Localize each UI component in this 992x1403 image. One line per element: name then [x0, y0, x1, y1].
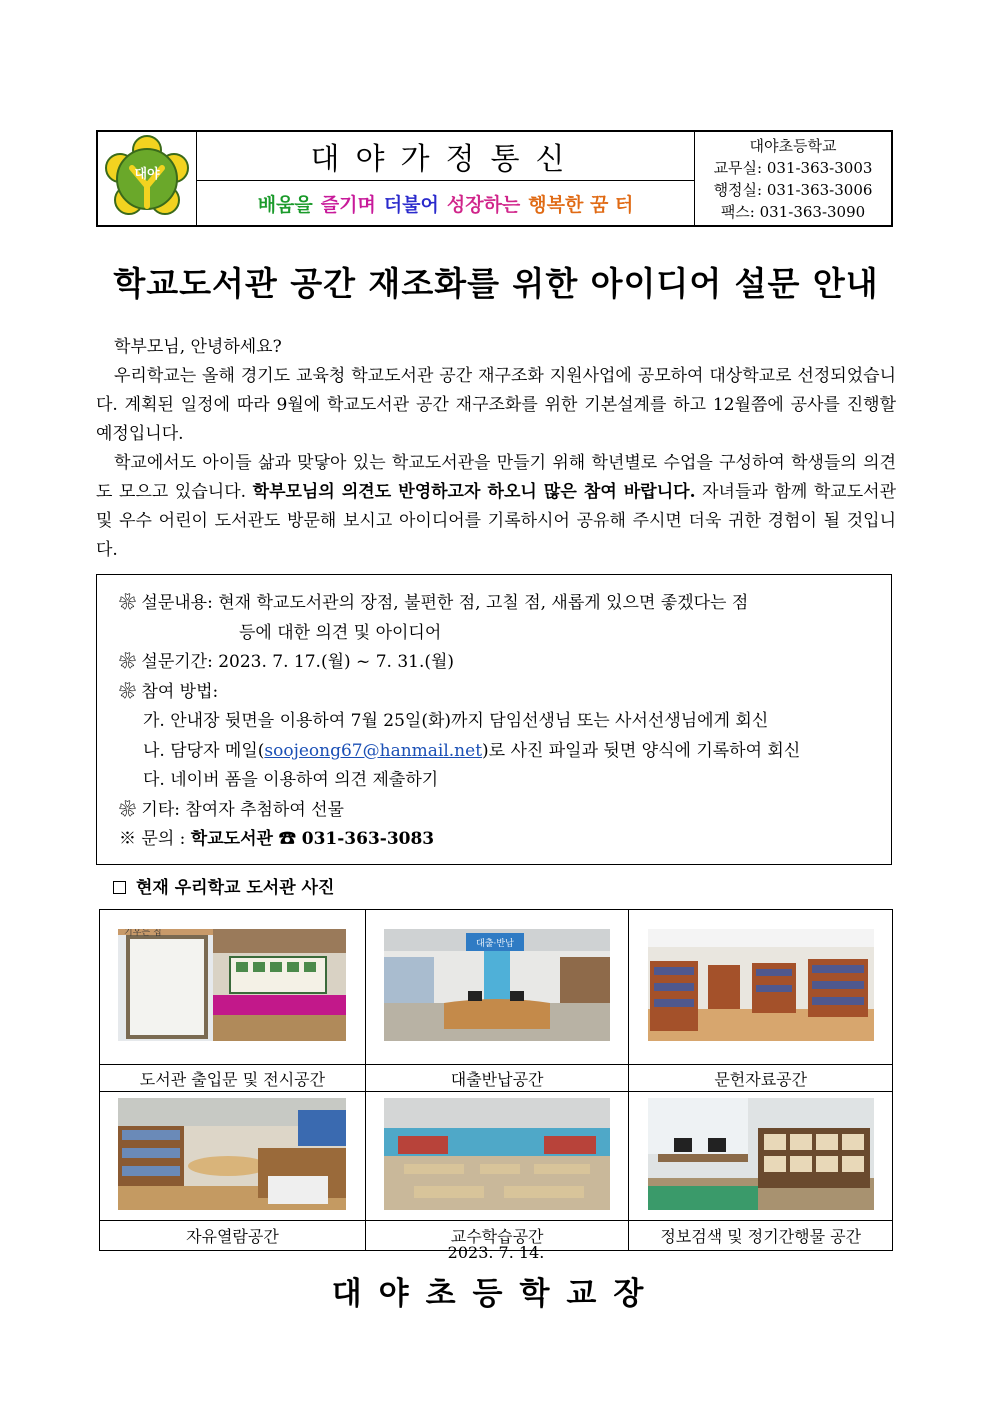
photo-sign: 기우는 집 [124, 929, 163, 938]
method-c: 다. 네이버 폼을 이용하여 의견 제출하기 [143, 770, 439, 790]
photo-cell [365, 1092, 629, 1221]
email-link[interactable]: soojeong67@hanmail.net [264, 740, 483, 761]
logo-text: 대야 [134, 166, 160, 182]
library-entrance-photo [118, 929, 346, 1041]
reading-space-photo [118, 1098, 346, 1210]
photo-sign: 대출·반납 [476, 939, 514, 949]
survey-content: ❀ 설문내용: 현재 학교도서관의 장점, 불편한 점, 고칠 점, 새롭게 있으면 좋겠다는 점 [119, 593, 749, 613]
survey-etc: ❀ 기타: 참여자 추첨하여 선물 [119, 799, 344, 820]
contact-line [119, 825, 869, 855]
teaching-space-photo [384, 1098, 610, 1210]
photo-section-heading [113, 873, 334, 898]
method-label: ❀ 참여 방법: [119, 681, 219, 702]
photo-caption: 문헌자료공간 [629, 1065, 893, 1092]
method-b [119, 737, 869, 767]
photo-cell [365, 910, 629, 1065]
survey-period: ❀ 설문기간: 2023. 7. 17.(월) ~ 7. 31.(월) [119, 652, 455, 672]
photo-heading-text: 현재 우리학교 도서관 사진 [136, 878, 335, 898]
paragraph-2 [96, 449, 896, 565]
school-emblem-icon [102, 134, 192, 224]
photo-cell [629, 1092, 893, 1221]
fax-number: 팩스: 031-363-3090 [720, 202, 866, 221]
slogan-word: 배움을 [257, 193, 313, 216]
school-logo [98, 132, 197, 225]
contact-label: ※ 문의 : [119, 829, 191, 849]
slogan-word: 행복한 꿈 터 [528, 193, 634, 216]
slogan-word: 즐기며 [320, 193, 376, 216]
checkbox-icon [113, 881, 126, 894]
info-search-periodicals-photo [648, 1098, 874, 1210]
photo-caption: 도서관 출입문 및 전시공간 [100, 1065, 366, 1092]
newsletter-title: 대야가정통신 [197, 132, 694, 181]
greeting: 학부모님, 안녕하세요? [114, 337, 282, 357]
method-a: 가. 안내장 뒷면을 이용하여 7월 25일(화)까지 담임선생님 또는 사서선생님에게 회신 [143, 711, 769, 731]
photo-caption: 교수학습공간 [365, 1221, 629, 1251]
photo-caption: 대출반납공간 [365, 1065, 629, 1092]
school-name: 대야초등학교 [749, 136, 837, 155]
photo-table [99, 909, 893, 1251]
school-contact [695, 132, 891, 225]
collection-space-photo [648, 929, 874, 1041]
method-b-pre: 나. 담당자 메일( [143, 740, 265, 761]
survey-info-box [96, 574, 892, 865]
contact-phone: 학교도서관 ☎ 031-363-3083 [190, 829, 435, 849]
circulation-desk-photo [384, 929, 610, 1041]
photo-cell [100, 1092, 366, 1221]
photo-cell [629, 910, 893, 1065]
page-title: 학교도서관 공간 재조화를 위한 아이디어 설문 안내 [113, 264, 879, 303]
admin-phone: 행정실: 031-363-3006 [713, 180, 873, 199]
paragraph-2-text-cont: 자녀들과 함께 학교도서관 및 우수 어린이 도서관도 방문해 보시고 아이디어를 기록하시어 공유해 주시면 더욱 귀한 경험이 될 것입니다. [96, 482, 896, 560]
school-slogan [197, 181, 694, 225]
paragraph-2-text: 학교에서도 아이들 삶과 맞닿아 있는 학교도서관을 만들기 위해 학년별로 수업을 구성하여 학생들의 의견도 모으고 있습니다. [96, 453, 896, 502]
slogan-word: 더불어 [383, 193, 439, 216]
method-b-post: )로 사진 파일과 뒷면 양식에 기록하여 회신 [482, 740, 801, 761]
photo-caption: 자유열람공간 [100, 1221, 366, 1251]
photo-cell [100, 910, 366, 1065]
slogan-word: 성장하는 [446, 193, 521, 216]
principal-signature: 대야초등학교장 [331, 1276, 661, 1312]
photo-caption: 정보검색 및 정기간행물 공간 [629, 1221, 893, 1251]
issue-date: 2023. 7. 14. [447, 1243, 545, 1262]
paragraph-2-emphasis: 학부모님의 의견도 반영하고자 하오니 많은 참여 바랍니다. [252, 482, 696, 502]
survey-content-cont: 등에 대한 의견 및 아이디어 [239, 622, 442, 643]
letter-body [96, 333, 896, 565]
newsletter-header [96, 130, 893, 227]
paragraph-1: 우리학교는 올해 경기도 교육청 학교도서관 공간 재구조화 지원사업에 공모하여 대상학교로 선정되었습니다. 계획된 일정에 따라 9월에 학교도서관 공간 재구조화를 위한 기본설계를 하고 12월쯤에 공사를 진행할 예정입니다. [96, 366, 896, 444]
office-phone: 교무실: 031-363-3003 [713, 158, 873, 177]
